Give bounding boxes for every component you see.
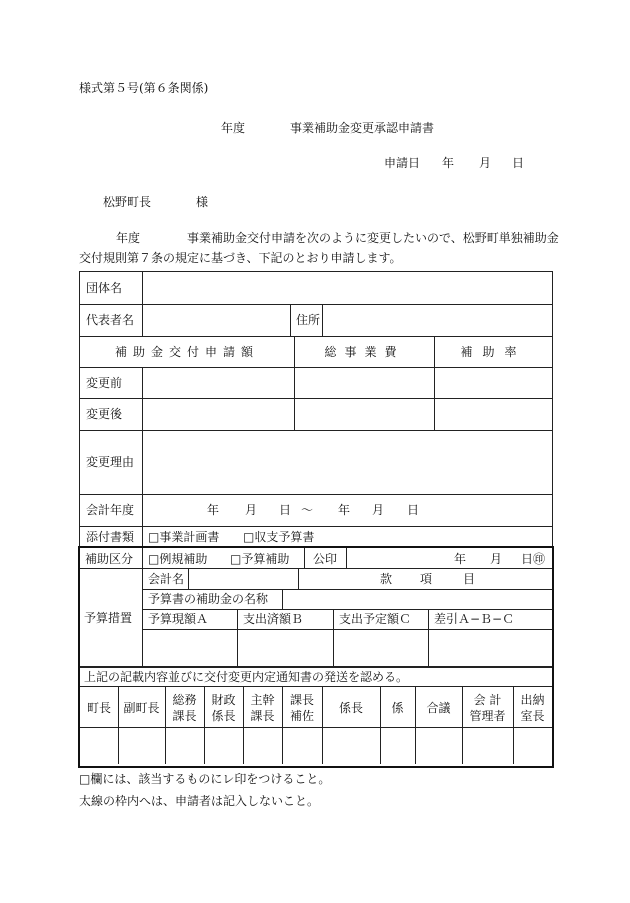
signer-header-line: 係長: [211, 708, 236, 723]
kan-label: 款: [380, 572, 393, 586]
signer-header-line: 主幹: [250, 692, 275, 707]
signer-header-line: 管理者: [469, 708, 506, 723]
kou-label: 項: [420, 572, 433, 586]
signer-header: [462, 688, 513, 727]
seal-day: 日㊞: [521, 552, 546, 566]
seal-month: 月: [490, 552, 503, 566]
budget-measure-label: 予算措置: [84, 611, 133, 625]
signer-header: [243, 688, 282, 727]
note-checkbox: □欄には、該当するものにレ印をつけること。: [79, 772, 331, 786]
representative-label: 代表者名: [86, 313, 135, 327]
attachment-business-plan[interactable]: □事業計画書: [148, 530, 220, 544]
date-year: 年: [442, 156, 455, 170]
address-label: 住所: [296, 313, 321, 327]
attachment-budget[interactable]: □収支予算書: [243, 530, 315, 544]
date-month: 月: [479, 156, 492, 170]
signer-header-line: 課長: [250, 708, 275, 723]
signer-header-line: 係: [391, 700, 404, 715]
signer-header: [322, 688, 380, 727]
signer-header: [80, 688, 118, 727]
signer-header: [204, 688, 243, 727]
after-change-label: 変更後: [86, 407, 123, 421]
addressee: 松野町長: [103, 195, 152, 209]
page-title: 事業補助金変更承認申請書: [290, 121, 435, 135]
fiscal-tilde: ～: [301, 503, 314, 517]
fiscal-month-1: 月: [245, 503, 258, 517]
intro-year: 年度: [116, 231, 141, 245]
category-reiki[interactable]: □例規補助: [148, 552, 208, 566]
category-yosan[interactable]: □予算補助: [230, 552, 290, 566]
signer-header: [118, 688, 165, 727]
signer-header-line: 町長: [86, 700, 111, 715]
date-label: 申請日: [384, 156, 421, 170]
signer-header-line: 補佐: [289, 708, 314, 723]
signer-header-line: 係長: [338, 700, 363, 715]
honorific: 様: [196, 195, 209, 209]
intro-line1: 事業補助金交付申請を次のように変更したいので、松野町単独補助金: [187, 231, 559, 245]
category-label: 補助区分: [85, 552, 134, 566]
date-day: 日: [512, 156, 525, 170]
seal-year: 年: [454, 552, 467, 566]
fiscal-year-label: 会計年度: [86, 503, 135, 517]
signer-header-line: 財政: [211, 692, 236, 707]
attachments-label: 添付書類: [86, 530, 135, 544]
signer-header: [513, 688, 552, 727]
before-change-label: 変更前: [86, 376, 123, 390]
signer-header-line: 課長: [172, 708, 197, 723]
header-subsidy-amount: 補助金交付申請額: [114, 345, 259, 359]
header-total-cost: 総事業費: [324, 345, 405, 359]
intro-line2: 交付規則第７条の規定に基づき、下記のとおり申請します。: [79, 251, 402, 265]
fiscal-day-1: 日: [279, 503, 292, 517]
fiscal-month-2: 月: [372, 503, 385, 517]
signer-header: [282, 688, 322, 727]
note-thick-border: 太線の枠内へは、申請者は記入しないこと。: [79, 794, 320, 808]
account-name-label: 会計名: [148, 572, 185, 586]
seal-label: 公印: [313, 552, 338, 566]
planned-expense-label: 支出予定額Ｃ: [339, 612, 412, 626]
moku-label: 目: [463, 572, 476, 586]
form-number: 様式第５号(第６条関係): [79, 81, 209, 95]
signer-header-line: 会 計: [473, 692, 502, 707]
signer-header-line: 室長: [520, 708, 545, 723]
fiscal-day-2: 日: [407, 503, 420, 517]
signer-header: [380, 688, 415, 727]
group-name-label: 団体名: [86, 281, 123, 295]
signer-header: [165, 688, 204, 727]
expended-label: 支出済額Ｂ: [243, 612, 304, 626]
signer-header-line: 課長: [289, 692, 314, 707]
header-subsidy-rate: 補助率: [460, 345, 527, 359]
fiscal-year-2: 年: [338, 503, 351, 517]
signer-header-line: 出納: [520, 692, 545, 707]
signer-header-line: 総務: [172, 692, 197, 707]
signer-header-line: 合議: [426, 700, 451, 715]
signer-header-line: 副町長: [123, 700, 160, 715]
signer-header: [415, 688, 462, 727]
subsidy-name-label: 予算書の補助金の名称: [148, 592, 269, 606]
title-year: 年度: [221, 121, 246, 135]
change-reason-label: 変更理由: [86, 455, 135, 469]
budget-current-label: 予算現額Ａ: [148, 612, 209, 626]
fiscal-year-1: 年: [207, 503, 220, 517]
balance-label: 差引Ａ−Ｂ−Ｃ: [434, 612, 515, 626]
approval-text: 上記の記載内容並びに交付変更内定通知書の発送を認める。: [84, 670, 409, 684]
